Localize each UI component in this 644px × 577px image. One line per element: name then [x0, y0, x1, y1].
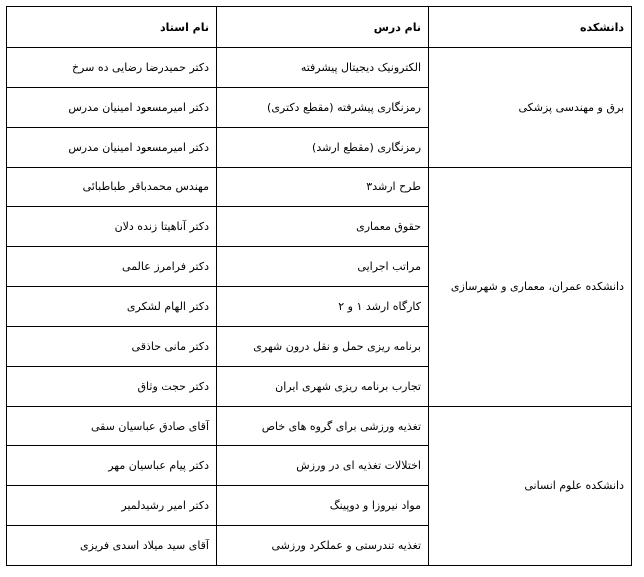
- courses-table: [6, 6, 632, 566]
- teacher-cell: آقای سید میلاد اسدی فریزی: [7, 526, 217, 566]
- course-cell: الکترونیک دیجیتال پیشرفته: [217, 48, 429, 88]
- course-cell: کارگاه ارشد ۱ و ۲: [217, 287, 429, 327]
- course-cell: طرح ارشد۳: [217, 167, 429, 207]
- teacher-cell: دکتر آناهیتا زنده دلان: [7, 207, 217, 247]
- faculty-cell: برق و مهندسی پزشکی: [429, 48, 632, 168]
- teacher-cell: مهندس محمدباقر طباطبائی: [7, 167, 217, 207]
- table-row: [7, 48, 632, 88]
- course-cell: برنامه ریزی حمل و نقل درون شهری: [217, 326, 429, 366]
- course-cell: رمزنگاری (مقطع ارشد): [217, 127, 429, 167]
- teacher-cell: آقای صادق عباسیان سقی: [7, 406, 217, 446]
- faculty-cell: دانشکده عمران، معماری و شهرسازی: [429, 167, 632, 406]
- teacher-cell: دکتر حمیدرضا رضایی ده سرخ: [7, 48, 217, 88]
- table-row: [7, 167, 632, 207]
- faculty-cell: دانشکده علوم انسانی: [429, 406, 632, 565]
- course-cell: حقوق معماری: [217, 207, 429, 247]
- teacher-cell: دکتر فرامرز عالمی: [7, 247, 217, 287]
- course-cell: تغذیه ورزشی برای گروه های خاص: [217, 406, 429, 446]
- course-cell: تجارب برنامه ریزی شهری ایران: [217, 366, 429, 406]
- table-row: [7, 406, 632, 446]
- course-cell: تغذیه تندرستی و عملکرد ورزشی: [217, 526, 429, 566]
- teacher-cell: دکتر مانی حاذقی: [7, 326, 217, 366]
- course-cell: مراتب اجرایی: [217, 247, 429, 287]
- teacher-cell: دکتر امیرمسعود امینیان مدرس: [7, 87, 217, 127]
- teacher-cell: دکتر الهام لشکری: [7, 287, 217, 327]
- teacher-cell: دکتر امیرمسعود امینیان مدرس: [7, 127, 217, 167]
- header-faculty: دانشکده: [429, 7, 632, 48]
- course-cell: رمزنگاری پیشرفته (مقطع دکتری): [217, 87, 429, 127]
- teacher-cell: دکتر حجت وثاق: [7, 366, 217, 406]
- header-course: نام درس: [217, 7, 429, 48]
- course-cell: مواد نیروزا و دوپینگ: [217, 486, 429, 526]
- teacher-cell: دکتر امیر رشیدلمیر: [7, 486, 217, 526]
- course-cell: اختلالات تغذیه ای در ورزش: [217, 446, 429, 486]
- header-row: [7, 7, 632, 48]
- header-teacher: نام استاد: [7, 7, 217, 48]
- teacher-cell: دکتر پیام عباسیان مهر: [7, 446, 217, 486]
